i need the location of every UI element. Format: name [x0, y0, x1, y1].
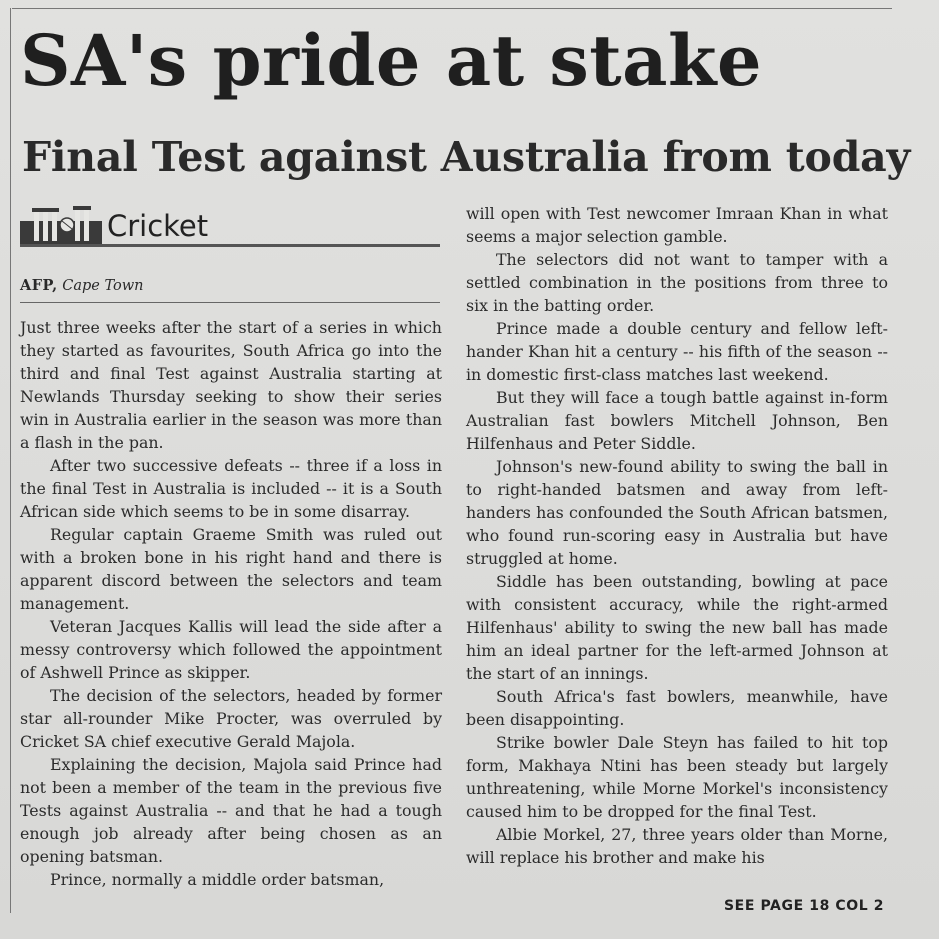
paragraph: Veteran Jacques Kallis will lead the side after a messy controversy which followed the appointment of Ashwell Prince as skipper.: [20, 617, 442, 682]
article-column-1: [20, 316, 442, 891]
paragraph: Prince, normally a middle order batsman,: [50, 870, 385, 889]
continued-jump-line: SEE PAGE 18 COL 2: [724, 898, 885, 914]
cricket-stumps-ball-icon: [20, 205, 102, 245]
top-rule: [12, 8, 892, 9]
byline-location: Cape Town: [62, 278, 144, 294]
paragraph: Regular captain Graeme Smith was ruled out with a broken bone in his right hand and there is apparent discord between the selectors and team management.: [20, 525, 442, 613]
section-tag: [20, 203, 440, 247]
paragraph: Johnson's new-found ability to swing the ball in to right-handed batsmen and away from left-handers has confounded the South African batsmen, who found run-scoring easy in Australia but have struggled at home.: [466, 457, 888, 568]
byline-agency: AFP,: [20, 277, 58, 294]
article-column-2: [466, 202, 888, 869]
left-rule: [10, 8, 11, 913]
headline: SA's pride at stake: [20, 19, 763, 102]
byline-rule: [20, 302, 440, 303]
paragraph: The decision of the selectors, headed by former star all-rounder Mike Procter, was overruled by Cricket SA chief executive Gerald Majola.: [20, 686, 442, 751]
section-underline: [20, 244, 440, 247]
subheadline: Final Test against Australia from today: [22, 133, 911, 181]
paragraph: Siddle has been outstanding, bowling at pace with consistent accuracy, while the right-armed Hilfenhaus' ability to swing the new ball has made him an ideal partner for the left-armed Johnson at the start of an innings.: [466, 572, 888, 683]
paragraph: But they will face a tough battle against in-form Australian fast bowlers Mitchell Johnson, Ben Hilfenhaus and Peter Siddle.: [466, 388, 888, 453]
paragraph: Strike bowler Dale Steyn has failed to hit top form, Makhaya Ntini has been steady but largely unthreatening, while Morne Morkel's inconsistency caused him to be dropped for the final Test.: [466, 733, 888, 821]
paragraph: Just three weeks after the start of a series in which they started as favourites, South Africa go into the third and final Test against Australia starting at Newlands Thursday seeking to show their series win in Australia earlier in the season was more than a flash in the pan.: [20, 318, 442, 452]
paragraph: After two successive defeats -- three if a loss in the final Test in Australia is included -- it is a South African side which seems to be in some disarray.: [20, 456, 442, 521]
paragraph: Explaining the decision, Majola said Prince had not been a member of the team in the previous five Tests against Australia -- and that he had a tough enough job already after being chosen as an opening batsman.: [20, 755, 442, 866]
section-label: Cricket: [107, 209, 209, 243]
byline: [20, 277, 144, 294]
paragraph: Prince made a double century and fellow left-hander Khan hit a century -- his fifth of the season -- in domestic first-class matches last weekend.: [466, 319, 888, 384]
paragraph: will open with Test newcomer Imraan Khan in what seems a major selection gamble.: [466, 204, 888, 246]
paragraph: South Africa's fast bowlers, meanwhile, have been disappointing.: [466, 687, 888, 729]
paragraph: Albie Morkel, 27, three years older than Morne, will replace his brother and make his: [466, 825, 888, 867]
paragraph: The selectors did not want to tamper with a settled combination in the positions from three to six in the batting order.: [466, 250, 888, 315]
